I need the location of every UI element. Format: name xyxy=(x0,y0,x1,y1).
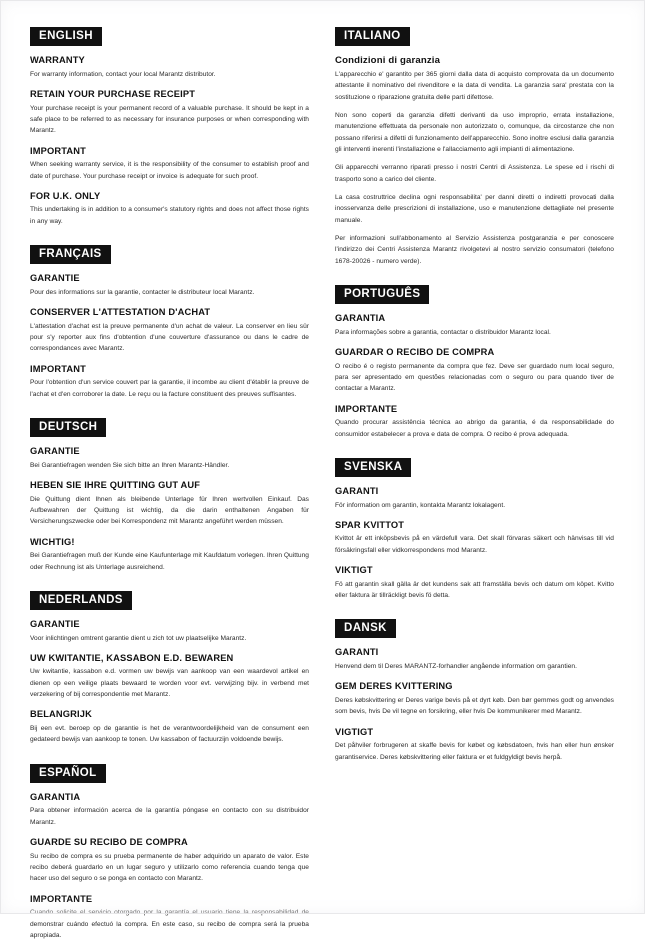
section-paragraph: Det påhviler forbrugeren at skaffe bevis for købet og købsdatoen, hvis han eller hun ønsker garantiservice. Deres købskvittering eller faktura er et fuldgyldigt bevis herpå. xyxy=(335,742,614,761)
section-guarde-su-recibo-de-compra xyxy=(30,837,309,885)
section-heading: GARANTIA xyxy=(30,791,81,802)
section-paragraph: Pour des informations sur la garantie, contacter le distributeur local Marantz. xyxy=(30,288,255,296)
section-heading: GARANTIE xyxy=(30,273,80,284)
language-tag-nederlands: NEDERLANDS xyxy=(30,591,132,610)
section-heading: IMPORTANT xyxy=(30,363,86,374)
section-paragraph: Henvend dem til Deres MARANTZ-forhandler angåendе information om garantien. xyxy=(335,663,577,671)
section-paragraph: For warranty information, contact your local Marantz distributor. xyxy=(30,70,216,78)
section-heading: IMPORTANTE xyxy=(335,403,398,414)
right-column xyxy=(335,26,614,763)
language-block-deutsch xyxy=(30,417,309,573)
section-heben-sie-ihre-quitting-gut-auf xyxy=(30,480,309,528)
section-garantia xyxy=(30,792,309,828)
section-paragraph: Deres købskvittering er Deres varige bevis på et dyrt køb. Den bør gemmes godt og anvendes som bevis, hvis De vil tegne en forsikring, eller hvis De kommunikerer med Marantz. xyxy=(335,696,614,716)
section-garantie xyxy=(30,619,309,644)
section-garantia xyxy=(335,313,614,338)
language-tag-deutsch: DEUTSCH xyxy=(30,418,106,437)
section-heading: GEM DERES KVITTERING xyxy=(335,681,453,692)
language-block-fran-ais xyxy=(30,244,309,400)
section-paragraph: Bei Garantiefragen wenden Sie sich bitte an Ihren Marantz-Händler. xyxy=(30,461,230,469)
section-wichtig xyxy=(30,537,309,573)
section-paragraph: Fö att garantin skall gälla är det kundens sak att framställa bevis och datum om köpet. Kvitto eller faktura är tillräckligt bevis fö detta. xyxy=(335,580,614,600)
section-garanti xyxy=(335,486,614,511)
section-importante xyxy=(335,404,614,440)
section-heading: GARANTIE xyxy=(30,446,80,457)
section-paragraph: Uw kwitantie, kassabon e.d. vormen uw bewijs van aankoop van een waardevol artikel en dienen op een veilige plaats bewaard te worden voor evt. verwijzing bijv. in verbend met verzekering of bij correspondentie met Marantz. xyxy=(30,668,309,699)
section-paragraph: Cuando solicite el servicio otorgado por la garantía el usuario tiene la responsabilidad de demonstrar cuándo efectuó la compra. En este caso, su recibo de compra será la prueba apropiada. xyxy=(30,909,309,939)
section-paragraph: För information om garantin, kontakta Marantz lokalagent. xyxy=(335,501,506,509)
language-tag-dansk: DANSK xyxy=(335,619,396,638)
section-paragraph: Bij een evt. beroep op de garantie is het de verantwoordelijkheid van de consument een gedateerd bewijs van aankoop te tonen. Uw kassabon of factuurzijn voldoende bewijs. xyxy=(30,725,309,744)
section-paragraph: Your purchase receipt is your permanent record of a valuable purchase. It should be kept in a safe place to be referred to as necessary for insurance purposes or when corresponding with Marantz. xyxy=(30,104,309,135)
section-heading: HEBEN SIE IHRE QUITTING GUT AUF xyxy=(30,479,201,490)
section-heading: UW KWITANTIE, KASSABON E.D. BEWAREN xyxy=(30,652,234,663)
section-for-u-k-only xyxy=(30,191,309,227)
section-paragraph: Per informazioni sull'abbonamento al Servizio Assistenza postgaranzia e per conoscere l'indirizzo dei Centri Assistenza Marantz rivolgetevi al nostro servizio consumatori (telefono 1678-20026 - numero verde). xyxy=(335,234,614,265)
language-tag-portugu-s: PORTUGUÊS xyxy=(335,285,429,304)
section-belangrijk xyxy=(30,709,309,745)
section-paragraph: Para informações sobre a garantia, contactar o distribuidor Marantz local. xyxy=(335,328,551,336)
language-block-portugu-s xyxy=(335,284,614,440)
section-paragraph: Gli apparecchi verranno riparati presso i nostri Centri di Assistenza. Le spese ed i rischi di trasporto sono a carico del cliente. xyxy=(335,164,614,183)
section-important xyxy=(30,364,309,400)
section-paragraph: This undertaking is in addition to a consumer's statutory rights and does not affect those rights in any way. xyxy=(30,206,309,225)
language-block-espa-ol xyxy=(30,763,309,941)
section-paragraph: When seeking warranty service, it is the responsibility of the consumer to establish proof and date of purchase. Your purchase receipt or invoice is adequate for such proof. xyxy=(30,161,309,180)
section-paragraph: Kvittot är ett inköpsbevis på en värdefull vara. Det skall förvaras säkert och hänvisas till vid försäkringsfall eller vidkorrespondens mod Marantz. xyxy=(335,535,614,554)
section-heading: VIGTIGT xyxy=(335,726,374,737)
language-tag-espa-ol: ESPAÑOL xyxy=(30,764,106,783)
section-paragraph: La casa costruttrice declina ogni responsabilita' per danni diretti o indiretti provocati dalla inosservanza delle prescrizioni di installazione, uso e manutenzione dettagliate nel presente manuale. xyxy=(335,194,614,224)
section-heading: GARANTI xyxy=(335,647,379,658)
section-heading: FOR U.K. ONLY xyxy=(30,190,101,201)
section-condizioni-di-garanzia xyxy=(335,55,614,267)
left-column xyxy=(30,26,309,941)
section-heading: GARANTI xyxy=(335,485,379,496)
section-important xyxy=(30,146,309,182)
language-block-english xyxy=(30,26,309,227)
section-heading: GARANTIE xyxy=(30,618,80,629)
section-garantie xyxy=(30,273,309,298)
section-warranty xyxy=(30,55,309,80)
section-heading: CONSERVER L'ATTESTATION D'ACHAT xyxy=(30,307,211,318)
section-viktigt xyxy=(335,565,614,601)
language-block-svenska xyxy=(335,457,614,602)
section-garantie xyxy=(30,446,309,471)
language-tag-english: ENGLISH xyxy=(30,27,102,46)
section-paragraph: Para obtener información acerca de la garantía póngase en contacto con su distribuidor Marantz. xyxy=(30,807,309,826)
section-heading: IMPORTANT xyxy=(30,145,86,156)
page-columns xyxy=(30,26,615,941)
section-paragraph: Die Quittung dient Ihnen als bleibende Unterlage für Ihren wertvollen Einkauf. Das Aufbewahren der Quittung ist wichtig, da die darin enthaltenen Angaben für Versicherungszwecke oder bei Korrespondenz mit Marantz angeführt werden müssen. xyxy=(30,495,309,526)
language-block-nederlands xyxy=(30,590,309,746)
language-tag-italiano: ITALIANO xyxy=(335,27,410,46)
section-heading: SPAR KVITTOT xyxy=(335,519,405,530)
section-retain-your-purchase-receipt xyxy=(30,89,309,137)
section-paragraph: O recibo é o registo permanente da compra que fez. Deve ser guardado num local seguro, para ser apresentado em questões relacionadas com o seguro ou para quando tiver de contactar a Marantz. xyxy=(335,362,614,393)
section-heading: GUARDE SU RECIBO DE COMPRA xyxy=(30,837,188,848)
section-conserver-l-attestation-d-achat xyxy=(30,307,309,355)
section-vigtigt xyxy=(335,727,614,763)
language-block-dansk xyxy=(335,618,614,763)
section-paragraph: L'apparecchio e' garantito per 365 giorni dalla data di acquisto comprovata da un documento attestante il nominativo del rivenditore e la data di vendita. La garanzia sara' prestata con la sostituzione o riparazione gratuita delle parti difettose. xyxy=(335,71,614,101)
section-heading: WICHTIG! xyxy=(30,536,75,547)
section-paragraph: Su recibo de compra es su prueba permanente de haber adquirido un aparato de valor. Este recibo deberá guardarlo en un lugar seguro y utilizarlo como referencia cuando tenga que hacer uso del seguro o se ponga en contacto con Marantz. xyxy=(30,852,309,883)
language-tag-fran-ais: FRANÇAIS xyxy=(30,245,111,264)
section-heading: VIKTIGT xyxy=(335,565,373,576)
section-gem-deres-kvittering xyxy=(335,681,614,717)
section-heading: WARRANTY xyxy=(30,55,85,66)
section-guardar-o-recibo-de-compra xyxy=(335,347,614,395)
section-paragraph: Non sono coperti da garanzia difetti derivanti da uso improprio, errata installazione, manutenzione effettuata da personale non autorizzato o, comunque, da circostanze che non possano riferirsi a difetti di funzionamento dell'apparecchio. Sono inoltre esclusi dalla garanzia gli interventi inerenti l'installazione e l'allacciamento agli impianti di alimentazione. xyxy=(335,112,614,154)
section-garanti xyxy=(335,647,614,672)
language-tag-svenska: SVENSKA xyxy=(335,458,411,477)
language-block-italiano xyxy=(335,26,614,267)
section-heading: GUARDAR O RECIBO DE COMPRA xyxy=(335,346,495,357)
section-spar-kvittot xyxy=(335,520,614,556)
section-heading: IMPORTANTE xyxy=(30,893,93,904)
section-heading: Condizioni di garanzia xyxy=(335,55,441,67)
section-heading: RETAIN YOUR PURCHASE RECEIPT xyxy=(30,89,196,99)
section-paragraph: Bei Garantiefragen muß der Kunde eine Kaufunterlage mit Kaufdatum vorlegen. Ihren Quittung oder Rechnung ist als Unterlage ausreichend. xyxy=(30,552,309,571)
section-importante xyxy=(30,894,309,941)
section-paragraph: L'attestation d'achat est la preuve permanente d'un achat de valeur. La conserver en lieu sûr pour s'y reporter aux fins d'obtention d'une couverture d'assurance ou dans le cadre de correspondances avec Marantz. xyxy=(30,322,309,353)
section-paragraph: Quando procurar assistência técnica ao abrigo da garantia, é da responsabilidade do consumidor estabelecer a prova e data de compra. O recibo é prova adequada. xyxy=(335,419,614,438)
section-heading: GARANTIA xyxy=(335,313,386,324)
section-paragraph: Voor inlichtingen omtrent garantie dient u zich tot uw plaatselijke Marantz. xyxy=(30,634,247,642)
section-heading: BELANGRIJK xyxy=(30,709,92,720)
section-paragraph: Pour l'obtention d'un service couvert par la garantie, il incombe au client d'établir la preuve de l'achat et d'en corroborer la date. Le reçu ou la facture constituent des preuves suffisantes. xyxy=(30,379,309,398)
section-uw-kwitantie-kassabon-e-d-bewaren xyxy=(30,653,309,701)
